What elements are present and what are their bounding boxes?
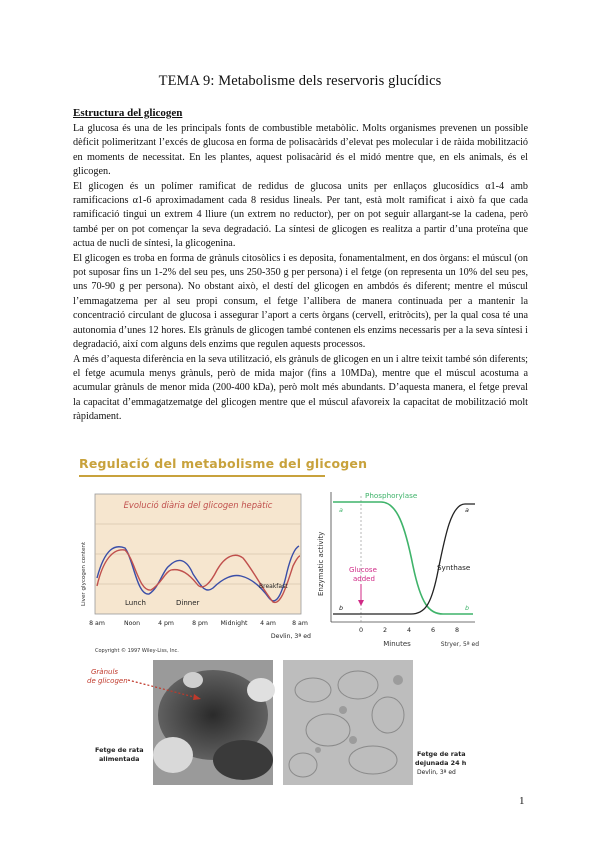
chart-title: Evolució diària del glicogen hepàtic — [123, 500, 273, 510]
x-tick-label: 8 — [454, 626, 460, 634]
x-tick-label: Noon — [123, 620, 141, 627]
paragraph: A més d’aquesta diferència en la seva utilització, els grànuls de glicogen en un i altre teixit també són diferents; el fetge acumula menys grànuls, però de mida major (fins a 10MDa), mentre que el múscul acostuma a acumular grànuls de menor mida (200-400 kDa), però molt més abundants. D’aquesta manera, el fetge preval la capacitat d’emmagatzematge del glicogen mentre que el múscul afavoreix la capacitat de mobilització molt ràpidament. — [73, 353, 528, 423]
y-axis-label: Liver glycogen content — [81, 541, 87, 606]
fed-liver-micrograph — [73, 660, 283, 785]
photo-label-line1: Grànuls — [91, 668, 119, 676]
copyright-note: Copyright © 1997 Wiley-Liss, Inc. — [95, 648, 179, 654]
x-tick-label: 6 — [430, 626, 436, 634]
phosphorylase-label: Phosphorylase — [365, 491, 418, 500]
cell-organelle — [247, 678, 275, 702]
liver-glycogen-chart — [73, 486, 313, 656]
chart-credit: Devlin, 3ª ed — [270, 633, 311, 640]
glycogen-granule-cluster — [213, 740, 273, 780]
x-tick-label: Midnight — [220, 620, 248, 627]
cell-organelle — [183, 672, 203, 688]
photo-caption-line1: Fetge de rata — [95, 746, 144, 754]
x-tick-label: 0 — [358, 626, 364, 634]
photo-caption-line1: Fetge de rata — [417, 750, 466, 758]
state-label-b: b — [339, 604, 344, 612]
photo-credit: Devlin, 3ª ed — [417, 769, 456, 776]
fasted-liver-micrograph — [283, 660, 483, 785]
body-text — [73, 122, 528, 425]
page-number: 1 — [519, 795, 525, 807]
x-tick-label: 8 pm — [192, 620, 208, 627]
x-tick-label: 2 — [382, 626, 388, 634]
x-tick-label: 4 pm — [158, 620, 174, 627]
photo-caption-line2: alimentada — [99, 755, 140, 763]
paragraph: El glicogen és un polímer ramificat de redidus de glucosa units per enllaços glucosídics α1-4 amb ramificacions α1-6 aproximadament cada 8 residus lineals. Per tant, està molt ramificat i això fa que cada ramificació tingui un extrem 4 lliure (un extrem no reductor), per on pot seguir allargant-se la cadena, però també per on pot començar la seva degradació. La síntesi de glicogen es realitza a partir d’una proteïna que actua de nucli de síntesi, la glicogenina. — [73, 180, 528, 250]
glucose-added-label-line2: added — [353, 575, 375, 583]
figure-title: Regulació del metabolisme del glicogen — [79, 456, 368, 471]
y-axis-label: Enzymatic activity — [317, 531, 325, 596]
x-axis-label: Minutes — [383, 640, 411, 648]
page-title: TEMA 9: Metabolisme dels reservoris glucídics — [158, 73, 442, 89]
synthase-label: Synthase — [437, 563, 471, 572]
enzyme-activity-chart — [313, 486, 483, 656]
chart-credit: Stryer, 5ª ed — [440, 641, 479, 648]
state-label-a: a — [465, 506, 469, 514]
x-tick-label: 8 am — [89, 620, 105, 627]
figure-title-underline — [79, 475, 325, 477]
annotation-dinner: Dinner — [176, 599, 200, 607]
x-tick-label: 4 am — [260, 620, 276, 627]
photo-caption-line2: dejunada 24 h — [415, 759, 467, 767]
glucose-added-label-line1: Glucose — [349, 566, 377, 574]
paragraph: El glicogen es troba en forma de grànuls citosòlics i es deposita, fonamentalment, en dos òrgans: el múscul (on pot suposar fins un 1-2% del seu pes, uns 250-350 g per persona) i el fetge (on representa un 10% del seu pes, uns 70-90 g per persona). No obstant això, el destí del glicogen en ambdós és diferent; mentre el múscul l’emmagatzema per al seu propi consum, el fetge l’allibera de manera continuada per a mantenir la concentració circulant de glucosa i assegurar l’aport a certs òrgans (cervell, eritròcits), per la qual cosa té una autonomia d’unes 12 hores. Els grànuls de glicogen també contenen els enzims necessaris per a la seva síntesi i degradació, així com alguns dels enzims que regulen aquests processos. — [73, 252, 528, 351]
state-label-b: b — [465, 604, 470, 612]
x-tick-label: 8 am — [292, 620, 308, 627]
paragraph: La glucosa és una de les principals fonts de combustible metabòlic. Molts organismes prevenen un possible dèficit polimeritzant l’excés de glucosa en forma de polisacàrids d’elevat pes molecular i de ràida mobilització en moments de necessitat. En les plantes, aquest polisacàrid és el midó mentre que, en els animals, és el glicogen. — [73, 123, 528, 178]
cell-organelle — [153, 737, 193, 773]
section-heading: Estructura del glicogen — [73, 107, 183, 119]
annotation-breakfast: Breakfast — [259, 583, 288, 590]
glycogen-regulation-figure — [73, 450, 483, 780]
photo-label-line2: de glicogen — [87, 677, 128, 685]
x-tick-label: 4 — [406, 626, 412, 634]
annotation-lunch: Lunch — [125, 599, 146, 607]
state-label-a: a — [339, 506, 343, 514]
